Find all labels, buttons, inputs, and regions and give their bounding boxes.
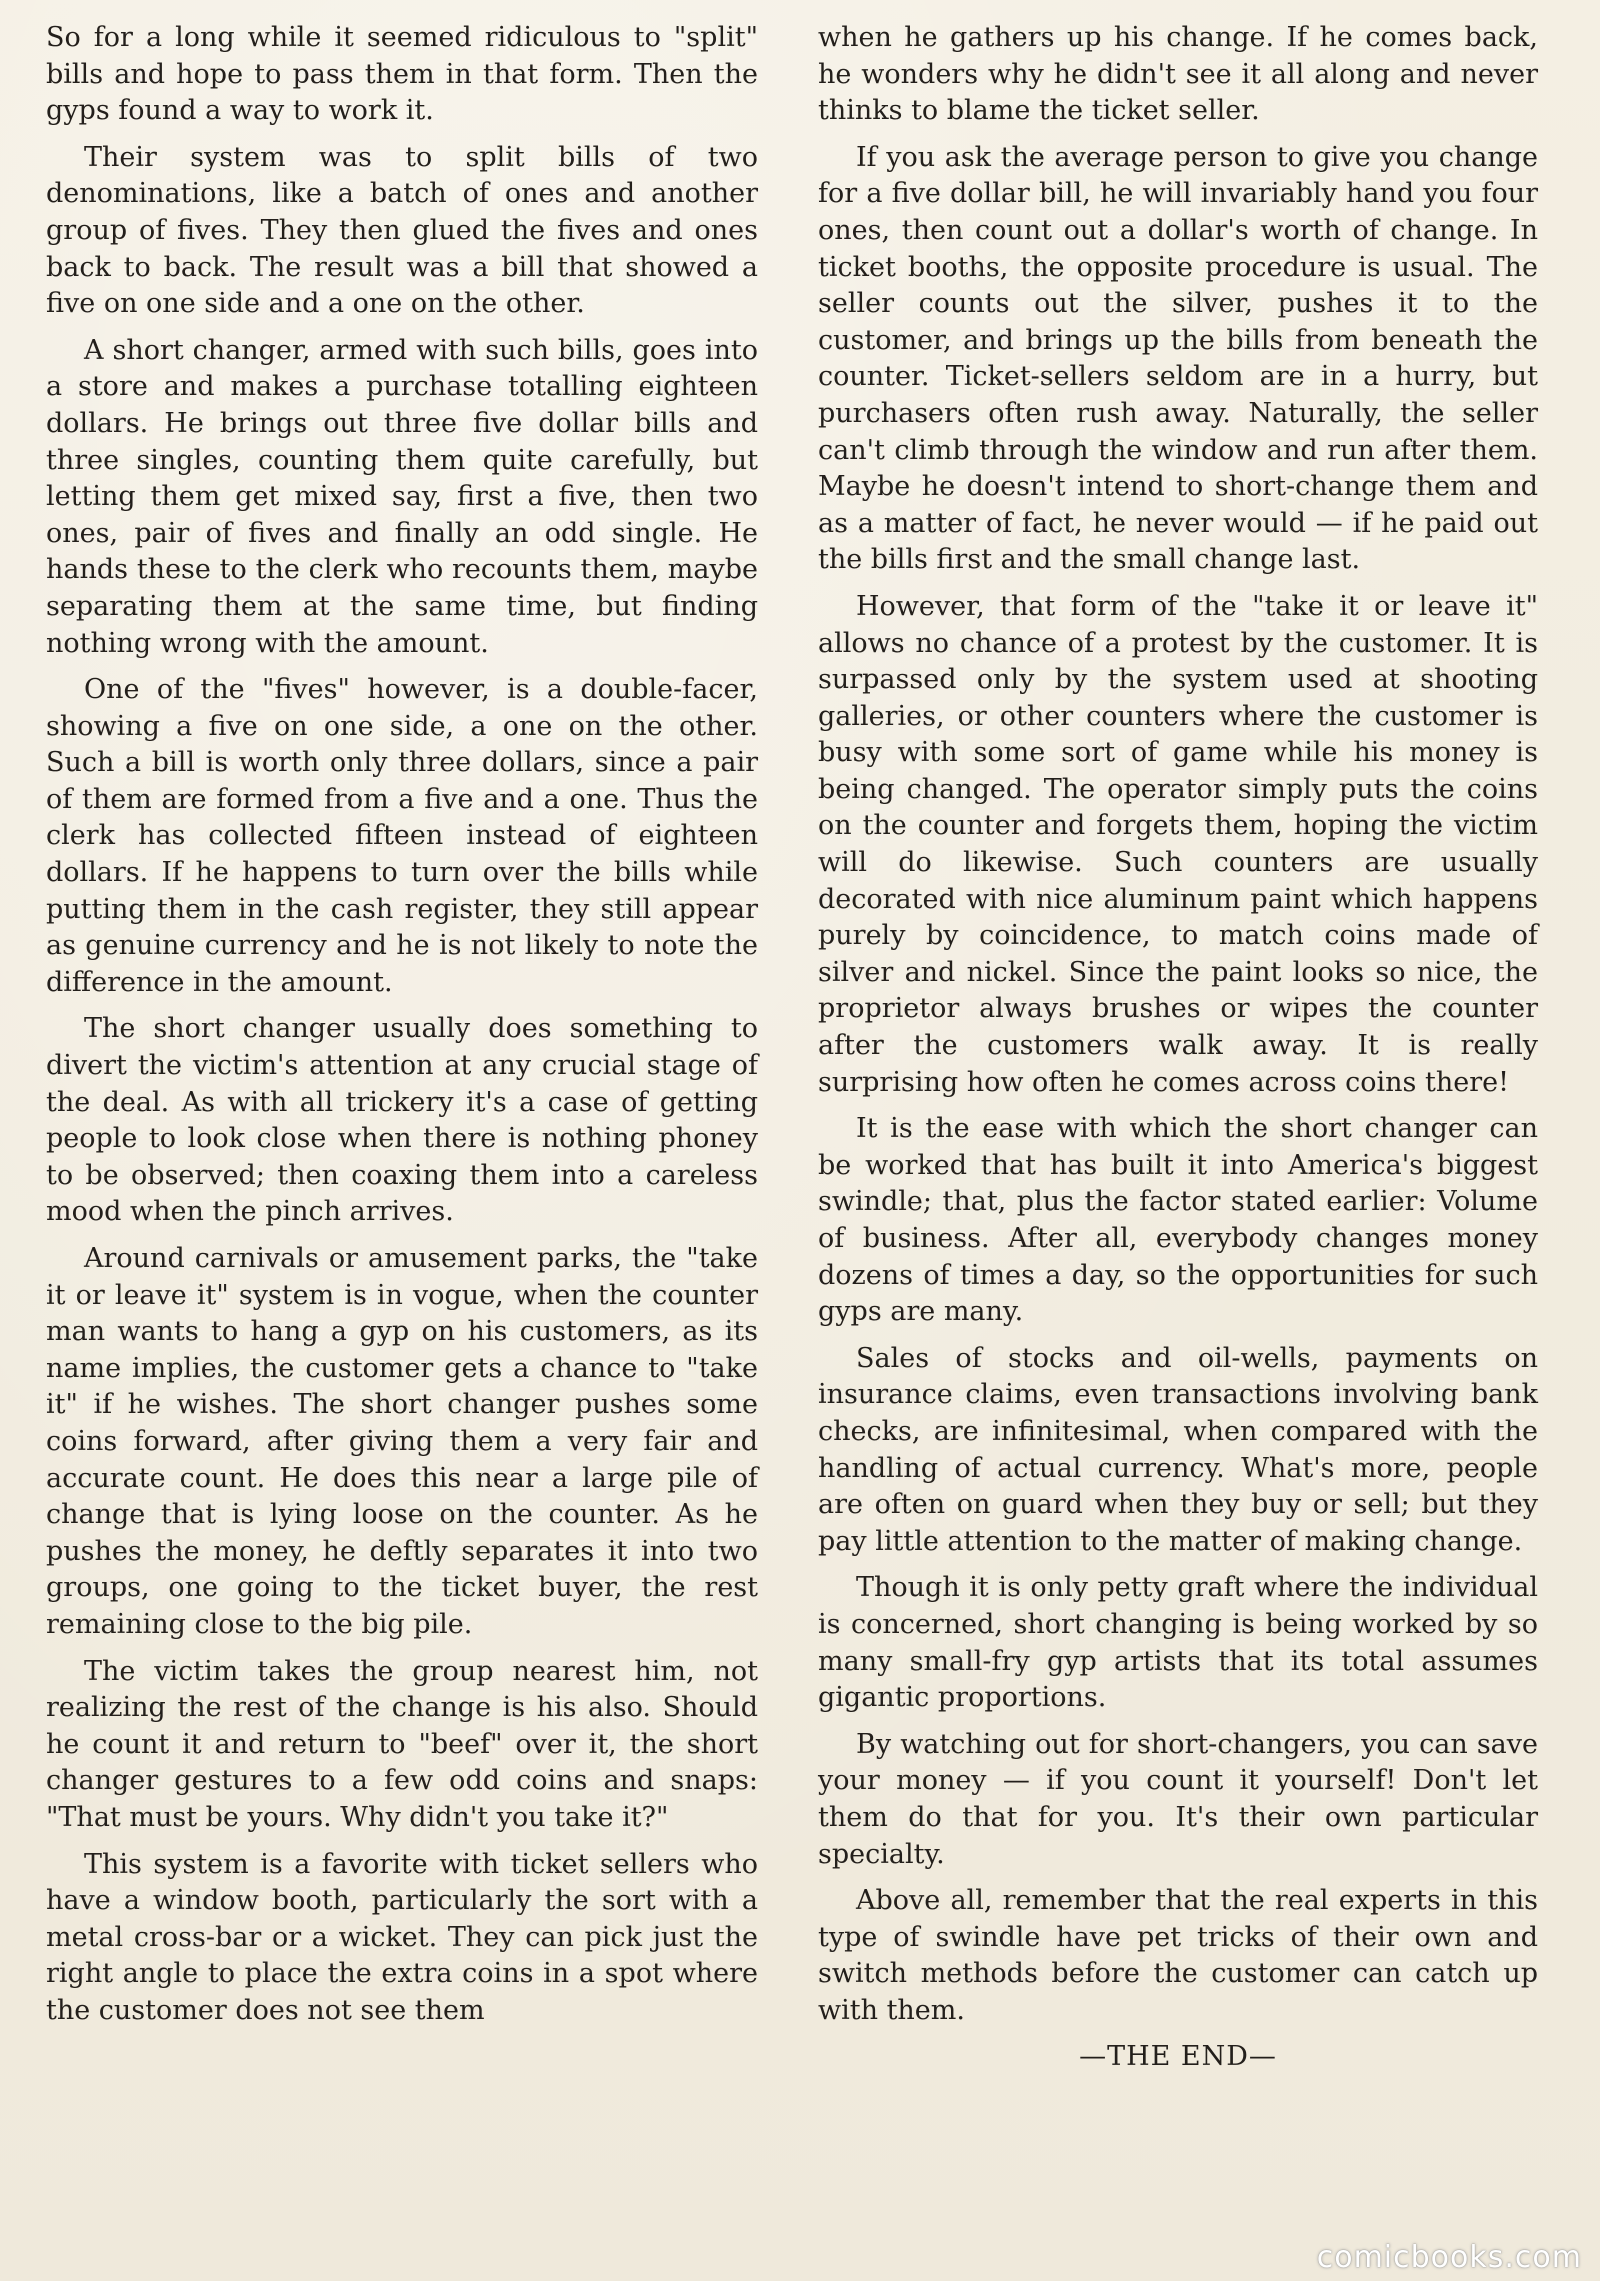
paragraph: Above all, remember that the real experts in this type of swindle have pet tricks of their own and switch methods before the customer can catch up with them.	[818, 1885, 1538, 2026]
paragraph: Around carnivals or amusement parks, the "take it or leave it" system is in vogue, when the counter man wants to hang a gyp on his customers, as its name implies, the customer gets a chance to "take it" if he wishes. The short changer pushes some coins forward, after giving them a very fair and accurate count. He does this near a large pile of change that is lying loose on the counter. As he pushes the money, he deftly separates it into two groups, one going to the ticket buyer, the rest remaining close to the big pile.	[46, 1243, 758, 1640]
paragraph: Sales of stocks and oil-wells, payments on insurance claims, even transactions involving bank checks, are infinitesimal, when compared with the handling of actual currency. What's more, people are often on guard when they buy or sell; but they pay little attention to the matter of making change.	[818, 1342, 1538, 1557]
paragraph: It is the ease with which the short changer can be worked that has built it into America's biggest swindle; that, plus the factor stated earlier: Volume of business. After all, everybody changes money dozens of times a day, so the opportunities for such gyps are many.	[818, 1113, 1538, 1328]
paragraph: The short changer usually does something to divert the victim's attention at any crucial stage of the deal. As with all trickery it's a case of getting people to look close when there is nothing phoney to be observed; then coaxing them into a careless mood when the pinch arrives.	[46, 1013, 758, 1228]
watermark: comicbooks.com	[1316, 2240, 1582, 2275]
right-column	[818, 20, 1538, 2086]
left-column	[46, 20, 758, 2039]
paragraph: The victim takes the group nearest him, not realizing the rest of the change is his also. Should he count it and return to "beef" over it, the short changer gestures to a few odd coins and snaps: "That must be yours. Why didn't you take it?"	[46, 1655, 758, 1833]
paragraph: So for a long while it seemed ridiculous to "split" bills and hope to pass them in that form. Then the gyps found a way to work it.	[46, 22, 758, 127]
paragraph: Though it is only petty graft where the individual is concerned, short changing is being worked by so many small-fry gyp artists that its total assumes gigantic proportions.	[818, 1572, 1538, 1714]
paragraph: Their system was to split bills of two denominations, like a batch of ones and another group of fives. They then glued the fives and ones back to back. The result was a bill that showed a five on one side and a one on the other.	[46, 141, 758, 320]
paragraph: This system is a favorite with ticket sellers who have a window booth, particularly the sort with a metal cross-bar or a wicket. They can pick just the right angle to place the extra coins in a spot where the customer does not see them	[46, 1848, 758, 2026]
paragraph: By watching out for short-changers, you can save your money — if you count it yourself! Don't let them do that for you. It's their own particular specialty.	[818, 1728, 1538, 1870]
paragraph: A short changer, armed with such bills, goes into a store and makes a purchase totalling eighteen dollars. He brings out three five dollar bills and three singles, counting them quite carefully, but letting them get mixed say, first a five, then two ones, pair of fives and finally an odd single. He hands these to the clerk who recounts them, maybe separating them at the same time, but finding nothing wrong with the amount.	[46, 334, 758, 659]
paragraph: when he gathers up his change. If he comes back, he wonders why he didn't see it all along and never thinks to blame the ticket seller.	[818, 22, 1538, 127]
paragraph: One of the "fives" however, is a double-facer, showing a five on one side, a one on the other. Such a bill is worth only three dollars, since a pair of them are formed from a five and a one. Thus the clerk has collected fifteen instead of eighteen dollars. If he happens to turn over the bills while putting them in the cash register, they still appear as genuine currency and he is not likely to note the difference in the amount.	[46, 674, 758, 998]
the-end-marker: —THE END—	[1079, 2041, 1277, 2073]
paragraph: However, that form of the "take it or leave it" allows no chance of a protest by the customer. It is surpassed only by the system used at shooting galleries, or other counters where the customer is busy with some sort of game while his money is being changed. The operator simply puts the coins on the counter and forgets them, hoping the victim will do likewise. Such counters are usually decorated with nice aluminum paint which happens purely by coincidence, to match coins made of silver and nickel. Since the paint looks so nice, the proprietor always brushes or wipes the counter after the customers walk away. It is really surprising how often he comes across coins there!	[818, 590, 1538, 1098]
paragraph: If you ask the average person to give you change for a five dollar bill, he will invariably hand you four ones, then count out a dollar's worth of change. In ticket booths, the opposite procedure is usual. The seller counts out the silver, pushes it to the customer, and brings up the bills from beneath the counter. Ticket-sellers seldom are in a hurry, but purchasers often rush away. Naturally, the seller can't climb through the window and run after them. Maybe he doesn't intend to short-change them and as a matter of fact, he never would — if he paid out the bills first and the small change last.	[818, 141, 1538, 576]
